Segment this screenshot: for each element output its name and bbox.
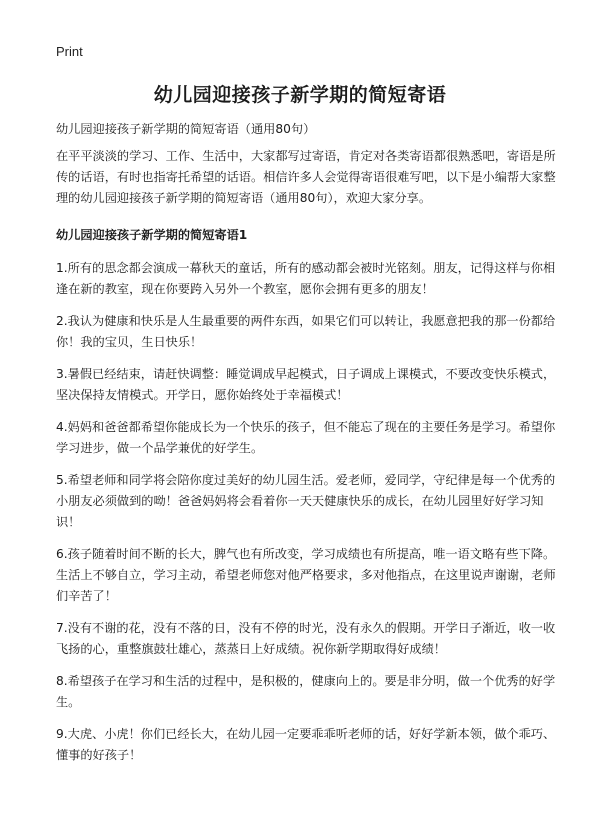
document-body: [56, 119, 556, 777]
page-title: 幼儿园迎接孩子新学期的简短寄语: [153, 84, 447, 106]
list-item: 7.没有不谢的花，没有不落的日，没有不停的时光，没有永久的假期。开学日子渐近，收一收飞扬的心，重整旗鼓壮雄心，蒸蒸日上好成绩。祝你新学期取得好成绩！: [56, 621, 556, 656]
intro-paragraph: 在平平淡淡的学习、工作、生活中，大家都写过寄语，肯定对各类寄语都很熟悉吧，寄语是所传的话语，有时也指寄托希望的话语。相信许多人会觉得寄语很难写吧，以下是小编帮大家整理的幼儿园迎接孩子新学期的简短寄语（通用80句），欢迎大家分享。: [56, 149, 556, 205]
list-item: 8.希望孩子在学习和生活的过程中，是积极的，健康向上的。要是非分明，做一个优秀的好学生。: [56, 674, 556, 709]
list-item: 4.妈妈和爸爸都希望你能成长为一个快乐的孩子，但不能忘了现在的主要任务是学习。希望你学习进步，做一个品学兼优的好学生。: [56, 420, 556, 455]
document-subtitle: 幼儿园迎接孩子新学期的简短寄语（通用80句）: [56, 122, 316, 136]
list-item: 2.我认为健康和快乐是人生最重要的两件东西，如果它们可以转让，我愿意把我的那一份都给你！我的宝贝，生日快乐！: [56, 314, 556, 349]
list-item: 9.大虎、小虎！你们已经长大，在幼儿园一定要乖乖听老师的话，好好学新本领，做个乖巧、懂事的好孩子！: [56, 727, 556, 762]
list-item: 5.希望老师和同学将会陪你度过美好的幼儿园生活。爱老师，爱同学，守纪律是每一个优秀的小朋友必须做到的呦！爸爸妈妈将会看着你一天天健康快乐的成长，在幼儿园里好好学习知识！: [56, 473, 556, 529]
section-heading: 幼儿园迎接孩子新学期的简短寄语1: [56, 228, 248, 242]
list-item: 1.所有的思念都会演成一幕秋天的童话，所有的感动都会被时光铭刻。朋友，记得这样与你相逢在新的教室，现在你要跨入另外一个教室，愿你会拥有更多的朋友！: [56, 261, 556, 296]
print-link[interactable]: Print: [56, 44, 83, 59]
list-item: 6.孩子随着时间不断的长大，脾气也有所改变，学习成绩也有所提高，唯一语文略有些下降。生活上不够自立，学习主动，希望老师您对他严格要求，多对他指点，在这里说声谢谢，老师们辛苦了！: [56, 547, 556, 603]
list-item: 3.暑假已经结束，请赶快调整：睡觉调成早起模式，日子调成上课模式，不要改变快乐模式，坚决保持友情模式。开学日，愿你始终处于幸福模式！: [56, 367, 556, 402]
